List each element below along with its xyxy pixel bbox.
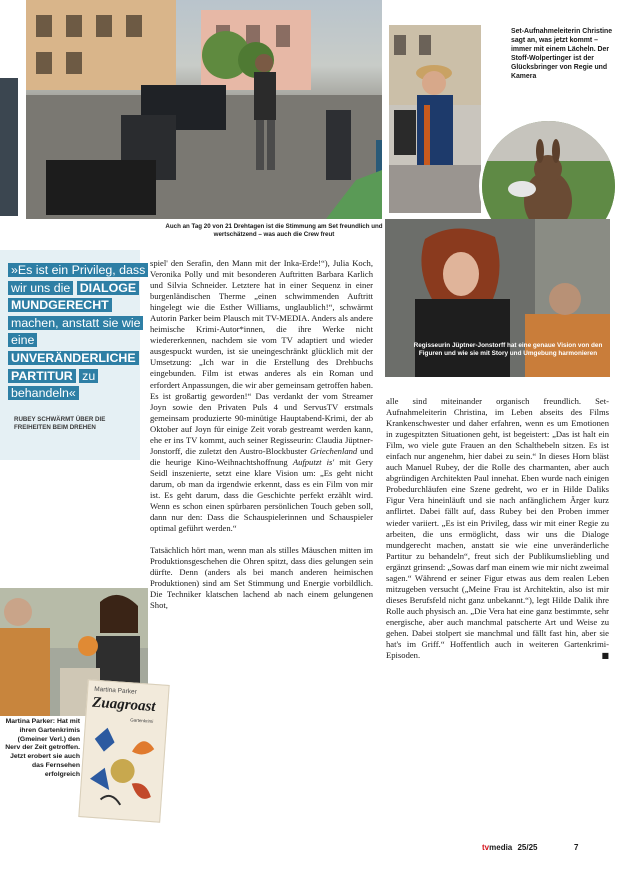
book-cover [78,679,169,822]
body-middle-text-1: spiel' den Serafin, den Mann mit der Inka-Erde!“), Julia Koch, Veronika Polly und mit besonderen Auftritten Barbara Karlich und Silvia Schneider. Letztere hat in einer Sequenz in einer burgenländischen Therme „einen schwimmenden Auftritt hingelegt wie die Esther Williams, unglaublich!“, schwärmt Autorin Parker beim Plausch mit TV-MEDIA. Anders als andere heimische Krimi-Autor*innen, die ihre Werke nicht wiedererkennen, nachdem sie vom TV adaptiert und wieder ausgespuckt wurden, ist sie uneingeschränkt glücklich mit der Umsetzung: „Ich war in die Erstellung des Drehbuchs eingebunden. Film ist etwas anderes als ein Roman und erfordert Anpassungen, die wir aber gemeinsam getroffen haben. Es ist großartig geworden!“ Das verdankt der vom Streamer Joyn sowie den Privaten Puls 4 und ServusTV erstmals gemeinsam produzierte 90-minütige Hauptabend-Krimi, der ab Oktober auf Joyn für einige Zeit vorab gestreamt werden kann, ehe er ins TV kommt, auch seiner Regisseurin: Claudia Jüptner-Jonstorff, die zuletzt den Austro-Blockbuster [150,258,373,456]
book-cover-art [79,718,166,821]
pull-quote-part2: machen, anstatt sie wie eine [8,316,143,348]
brand-tv: tv [482,843,490,852]
end-mark: ■ [601,651,609,661]
body-column-middle [150,258,373,611]
book-title: Zuagroast [91,694,157,716]
pull-quote-bold2: UNVERÄNDERLICHE PARTITUR [8,351,139,383]
body-column-right [386,396,609,661]
body-right-paragraph [386,396,609,661]
page-footer [482,843,538,852]
book-subtitle: Gartenkrimi [130,717,154,724]
brand-media: media [489,843,513,852]
body-middle-text-3: mit Gery Seidl inszenierte, setzt eine klare Vision um: „Es geht nicht darum, ob man da irgendwie erkennt, dass es ein Film von mir ist. Es geht darum, dass die Geschichte perfekt erzählt wird. Wenn es schon einen spürbaren persönlichen Touch geben soll, dann nur den: Dass die Schauspielerinnen und Schauspieler optimal geführt werden.“ [150,456,373,534]
martina-parker-caption: Martina Parker: Hat mit ihren Gartenkrimis (Gmeiner Verl.) den Nerv der Zeit getroffen. Jetzt erobert sie auch das Fernsehen erfolgreich [5,718,80,778]
body-middle-text-2: und die heurige Kino-Weihnachtshoffnung [150,445,373,467]
christine-caption: Set-Aufnahmeleiterin Christine sagt an, was jetzt kommt – immer mit einem Lächeln. Der Stoff-Wolpertinger ist der Glücksbringer von Regie und Kamera [511,28,613,80]
pull-quote-bold1: DIALOGE MUNDGERECHT [8,281,139,313]
pull-quote-source: RUBEY SCHWÄRMT ÜBER DIE FREIHEITEN BEIM DREHEN [14,416,106,431]
film-set-illustration [26,0,382,219]
pull-quote-part3: zu behandeln« [8,369,98,401]
christine-photo [389,25,481,213]
pull-quote-box [0,250,146,460]
christine-illustration [389,25,481,213]
body-middle-paragraph-2 [150,545,373,611]
pull-quote-part1: »Es ist ein Privileg, dass wir uns die [8,263,148,295]
body-middle-italic-1: Griechenland [309,445,358,456]
body-right-text: alle sind miteinander organisch freundlich. Set-Aufnahmeleiterin Christina, im Leben abseits des Films Krankenschwester und daher erfahren, wenn es um Emotionen in zugespitzten Situationen geht, ist begeistert: „Das ist halt ein Film, wo viele gute Frauen an den Schalthebeln sitzen. Es ist einfach nur angenehm, hier dabei zu sein.“ In dieses Horn bläst auch Manuel Rubey, der die Rolle des charmanten, aber auch abgründigen Architekten Paul innehat. Eben wurde nach einigen Probedurchläufen eine Szene gedreht, wo er in Hilde Daliks Figur Vera hineinläuft und sie nach anfänglichem Ärger kurz anflirtet. Dabei fällt auf, dass Rubey bei den Proben immer wieder variiert. „Es ist ein Privileg, dass wir mit einer Regie zu arbeiten, die uns ermöglicht, dass wir uns die Dialoge mundgerecht machen, anstatt sie wie eine unveränderliche Partitur zu behandeln“, freut sich der Publikumsliebling und ergänzt grinsend: „Sowas darf man einem wie mir nicht zweimal sagen.“ Während er seiner Figur etwas aus dem realen Leben mitzugeben versucht („Meine Frau ist Architektin, also ist mir dieses Berufsfeld nicht ganz unbekannt.“), legt Hilde Dalik ihre Rolle auch physisch an. „Die Vera hat eine ganz bestimmte, sehr energische, aber auch manchmal patscherte Art und Weise zu gehen. Dabei stolpert sie manchmal und fällt fast hin, aber sie hat's im Griff.“ Hoffentlich auch in weiteren Gartenkrimi-Episoden. [386,396,609,661]
issue-number: 25/25 [517,843,538,852]
film-set-photo [26,0,382,219]
body-middle-text-4: Tatsächlich hört man, wenn man als stilles Mäuschen mitten im Produktionsgeschehen die Ohren spitzt, dass dies gelungen sein dürfte. Denn (anders als bei manch anderen heimischen Produktionen) sind am Set Stimmung und Energie vorbildlich. Die Techniker klatschen lachend ab nach einem gelungenen Shot, [150,545,373,611]
book-author: Martina Parker [93,685,137,696]
body-middle-paragraph-1 [150,258,373,534]
top-photo-caption: Auch an Tag 20 von 21 Drehtagen ist die Stimmung am Set freundlich und wertschätzend – was auch die Crew freut [165,223,383,239]
page-number: 7 [574,843,579,852]
director-caption: Regisseurin Jüptner-Jonstorff hat eine genaue Vision von den Figuren und wie sie mit Story und Umgebung harmonieren [413,342,603,358]
body-middle-italic-2: Aufputzt is' [292,456,335,467]
pull-quote [8,262,156,403]
left-edge-photo-strip [0,78,18,216]
